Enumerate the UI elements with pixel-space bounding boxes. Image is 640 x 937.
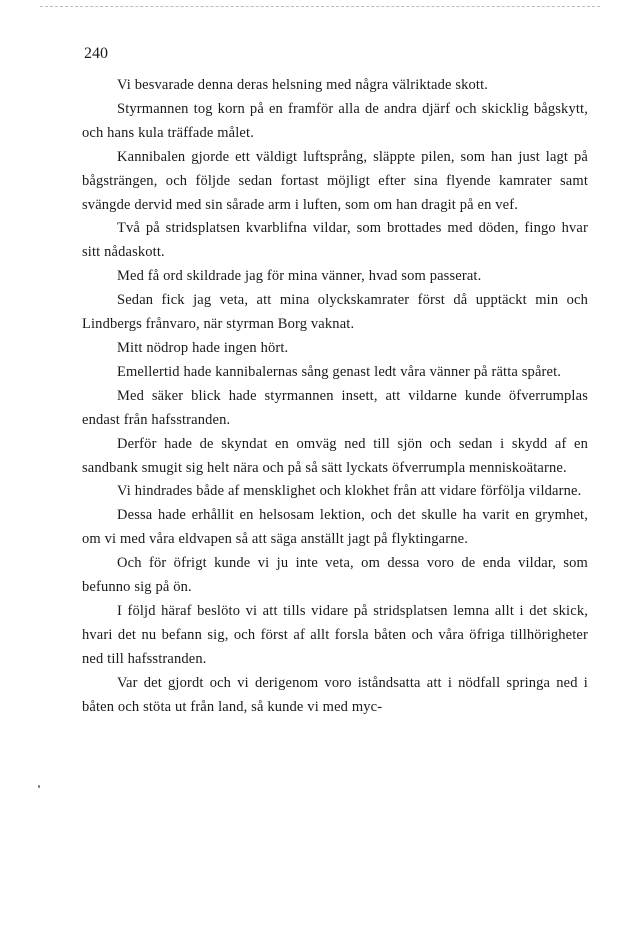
paragraph: Och för öfrigt kunde vi ju inte veta, om dessa voro de enda vildar, som befunno sig på ön. <box>82 555 588 596</box>
paragraph: Sedan fick jag veta, att mina olyckskamrater först då upptäckt min och Lindbergs frånvaro, när styrman Borg vaknat. <box>82 292 588 333</box>
paragraph: Kannibalen gjorde ett väldigt luftsprång, släppte pilen, som han just lagt på bågsträngen, och följde sedan fortast möjligt efter sina flyende kamrater samt svängde dervid med sin sårade arm i luften, som om han dragit på en vef. <box>82 148 588 213</box>
paragraph: Vi hindrades både af mensklighet och klokhet från att vidare förfölja vildarne. <box>117 483 582 500</box>
paragraph: I följd häraf beslöto vi att tills vidare på stridsplatsen lemna allt i det skick, hvari det nu befann sig, och först af allt forsla båten och våra öfriga tillhörigheter ned till hafsstranden. <box>82 602 588 667</box>
paragraph: Var det gjordt och vi derigenom voro iståndsatta att i nödfall springa ned i båten och stöta ut från land, så kunde vi med myc- <box>82 674 588 715</box>
top-edge-rule <box>40 6 600 7</box>
paragraph: Med säker blick hade styrmannen insett, att vildarne kunde öfverrumplas endast från hafsstranden. <box>82 387 588 428</box>
paragraph: Styrmannen tog korn på en framför alla de andra djärf och skicklig bågskytt, och hans kula träffade målet. <box>82 100 588 141</box>
paragraph: Derför hade de skyndat en omväg ned till sjön och sedan i skydd af en sandbank smugit sig helt nära och på så sätt lyckats öfverrumpla menniskoätarne. <box>82 435 588 476</box>
page-number: 240 <box>84 45 108 62</box>
body-text <box>82 74 588 719</box>
paragraph: Mitt nödrop hade ingen hört. <box>117 339 289 356</box>
paragraph: Två på stridsplatsen kvarblifna vildar, som brottades med döden, fingo hvar sitt nådaskott. <box>82 220 588 261</box>
margin-speck <box>38 785 40 788</box>
paragraph: Vi besvarade denna deras helsning med några välriktade skott. <box>117 77 489 93</box>
paragraph: Dessa hade erhållit en helsosam lektion, och det skulle ha varit en grymhet, om vi med våra eldvapen så att säga anställt jagt på flyktingarne. <box>82 507 588 548</box>
paragraph: Med få ord skildrade jag för mina vänner, hvad som passerat. <box>117 268 482 285</box>
paragraph: Emellertid hade kannibalernas sång genast ledt våra vänner på rätta spåret. <box>117 363 562 380</box>
